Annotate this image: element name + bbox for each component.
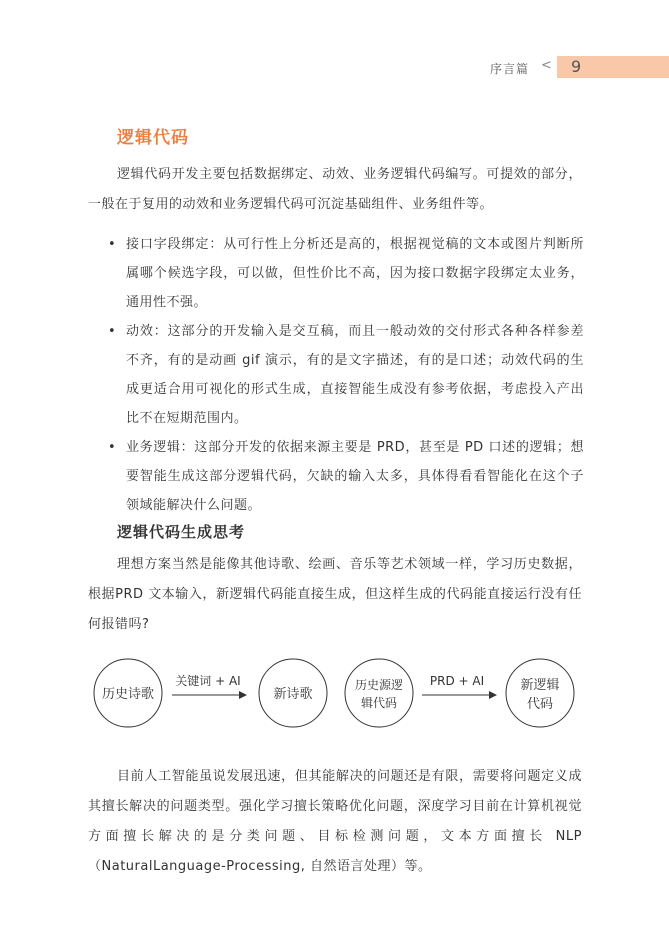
flow-node-new-logic-code: [506, 659, 574, 727]
node-label: 历史诗歌: [101, 687, 155, 702]
node-label: 代码: [526, 697, 554, 712]
subsection-title: 逻辑代码生成思考: [117, 523, 246, 541]
ai-capability-paragraph: 目前人工智能虽说发展迅速，但其能解决的问题还是有限，需要将问题定义成其擅长解决的问题类型。强化学习擅长策略优化问题，深度学习目前在计算机视觉方面擅长解决的是分类问题、目标检测问题，文本方面擅长 NLP（NaturalLanguage-Processing, 自然语言处理）等。: [88, 769, 582, 874]
flow-node-history-logic-code: [345, 659, 413, 727]
node-label: 新诗歌: [273, 687, 313, 702]
node-label: 辑代码: [360, 696, 398, 710]
edge-label: PRD + AI: [429, 674, 485, 688]
node-label: 新逻辑: [520, 678, 560, 693]
flow-node-history-poems: [94, 659, 162, 727]
bullet-item-animation: • 动效：这部分的开发输入是交互稿，而且一般动效的交付形式各种各样参差不齐，有的是动画 gif 演示，有的是文字描述，有的是口述；动效代码的生成更适合用可视化的形式生成，直接智能生成没有参考依据，考虑投入产出比不在短期范围内。: [108, 317, 584, 433]
section-title: 逻辑代码: [117, 128, 189, 148]
edge-label: 关键词 + AI: [175, 674, 241, 688]
bullet-list: [108, 230, 584, 520]
thinking-paragraph: 理想方案当然是能像其他诗歌、绘画、音乐等艺术领域一样，学习历史数据，根据PRD 文本输入，新逻辑代码能直接生成，但这样生成的代码能直接运行没有任何报错吗?: [88, 557, 582, 632]
running-header-section: 序言篇: [490, 62, 530, 76]
page-number-tab: [557, 56, 669, 78]
intro-paragraph: 逻辑代码开发主要包括数据绑定、动效、业务逻辑代码编写。可提效的部分，一般在于复用的动效和业务逻辑代码可沉淀基础组件、业务组件等。: [88, 167, 582, 212]
chevron-left-icon: <: [541, 58, 552, 73]
flow-node-new-poems: [259, 659, 327, 727]
code-generation-flow-diagram: [88, 655, 588, 735]
node-label: 历史源逻: [354, 678, 404, 692]
flow-edge-prd-ai: [422, 674, 496, 695]
bullet-item-interface: • 接口字段绑定：从可行性上分析还是高的，根据视觉稿的文本或图片判断所属哪个候选字段，可以做，但性价比不高，因为接口数据字段绑定太业务，通用性不强。: [108, 230, 584, 317]
page-number: 9: [571, 57, 582, 76]
flow-edge-keyword-ai: [172, 673, 246, 695]
bullet-item-business-logic: • 业务逻辑：这部分开发的依据来源主要是 PRD，甚至是 PD 口述的逻辑；想要智能生成这部分逻辑代码，欠缺的输入太多，具体得看看智能化在这个子领域能解决什么问题。: [108, 433, 584, 520]
